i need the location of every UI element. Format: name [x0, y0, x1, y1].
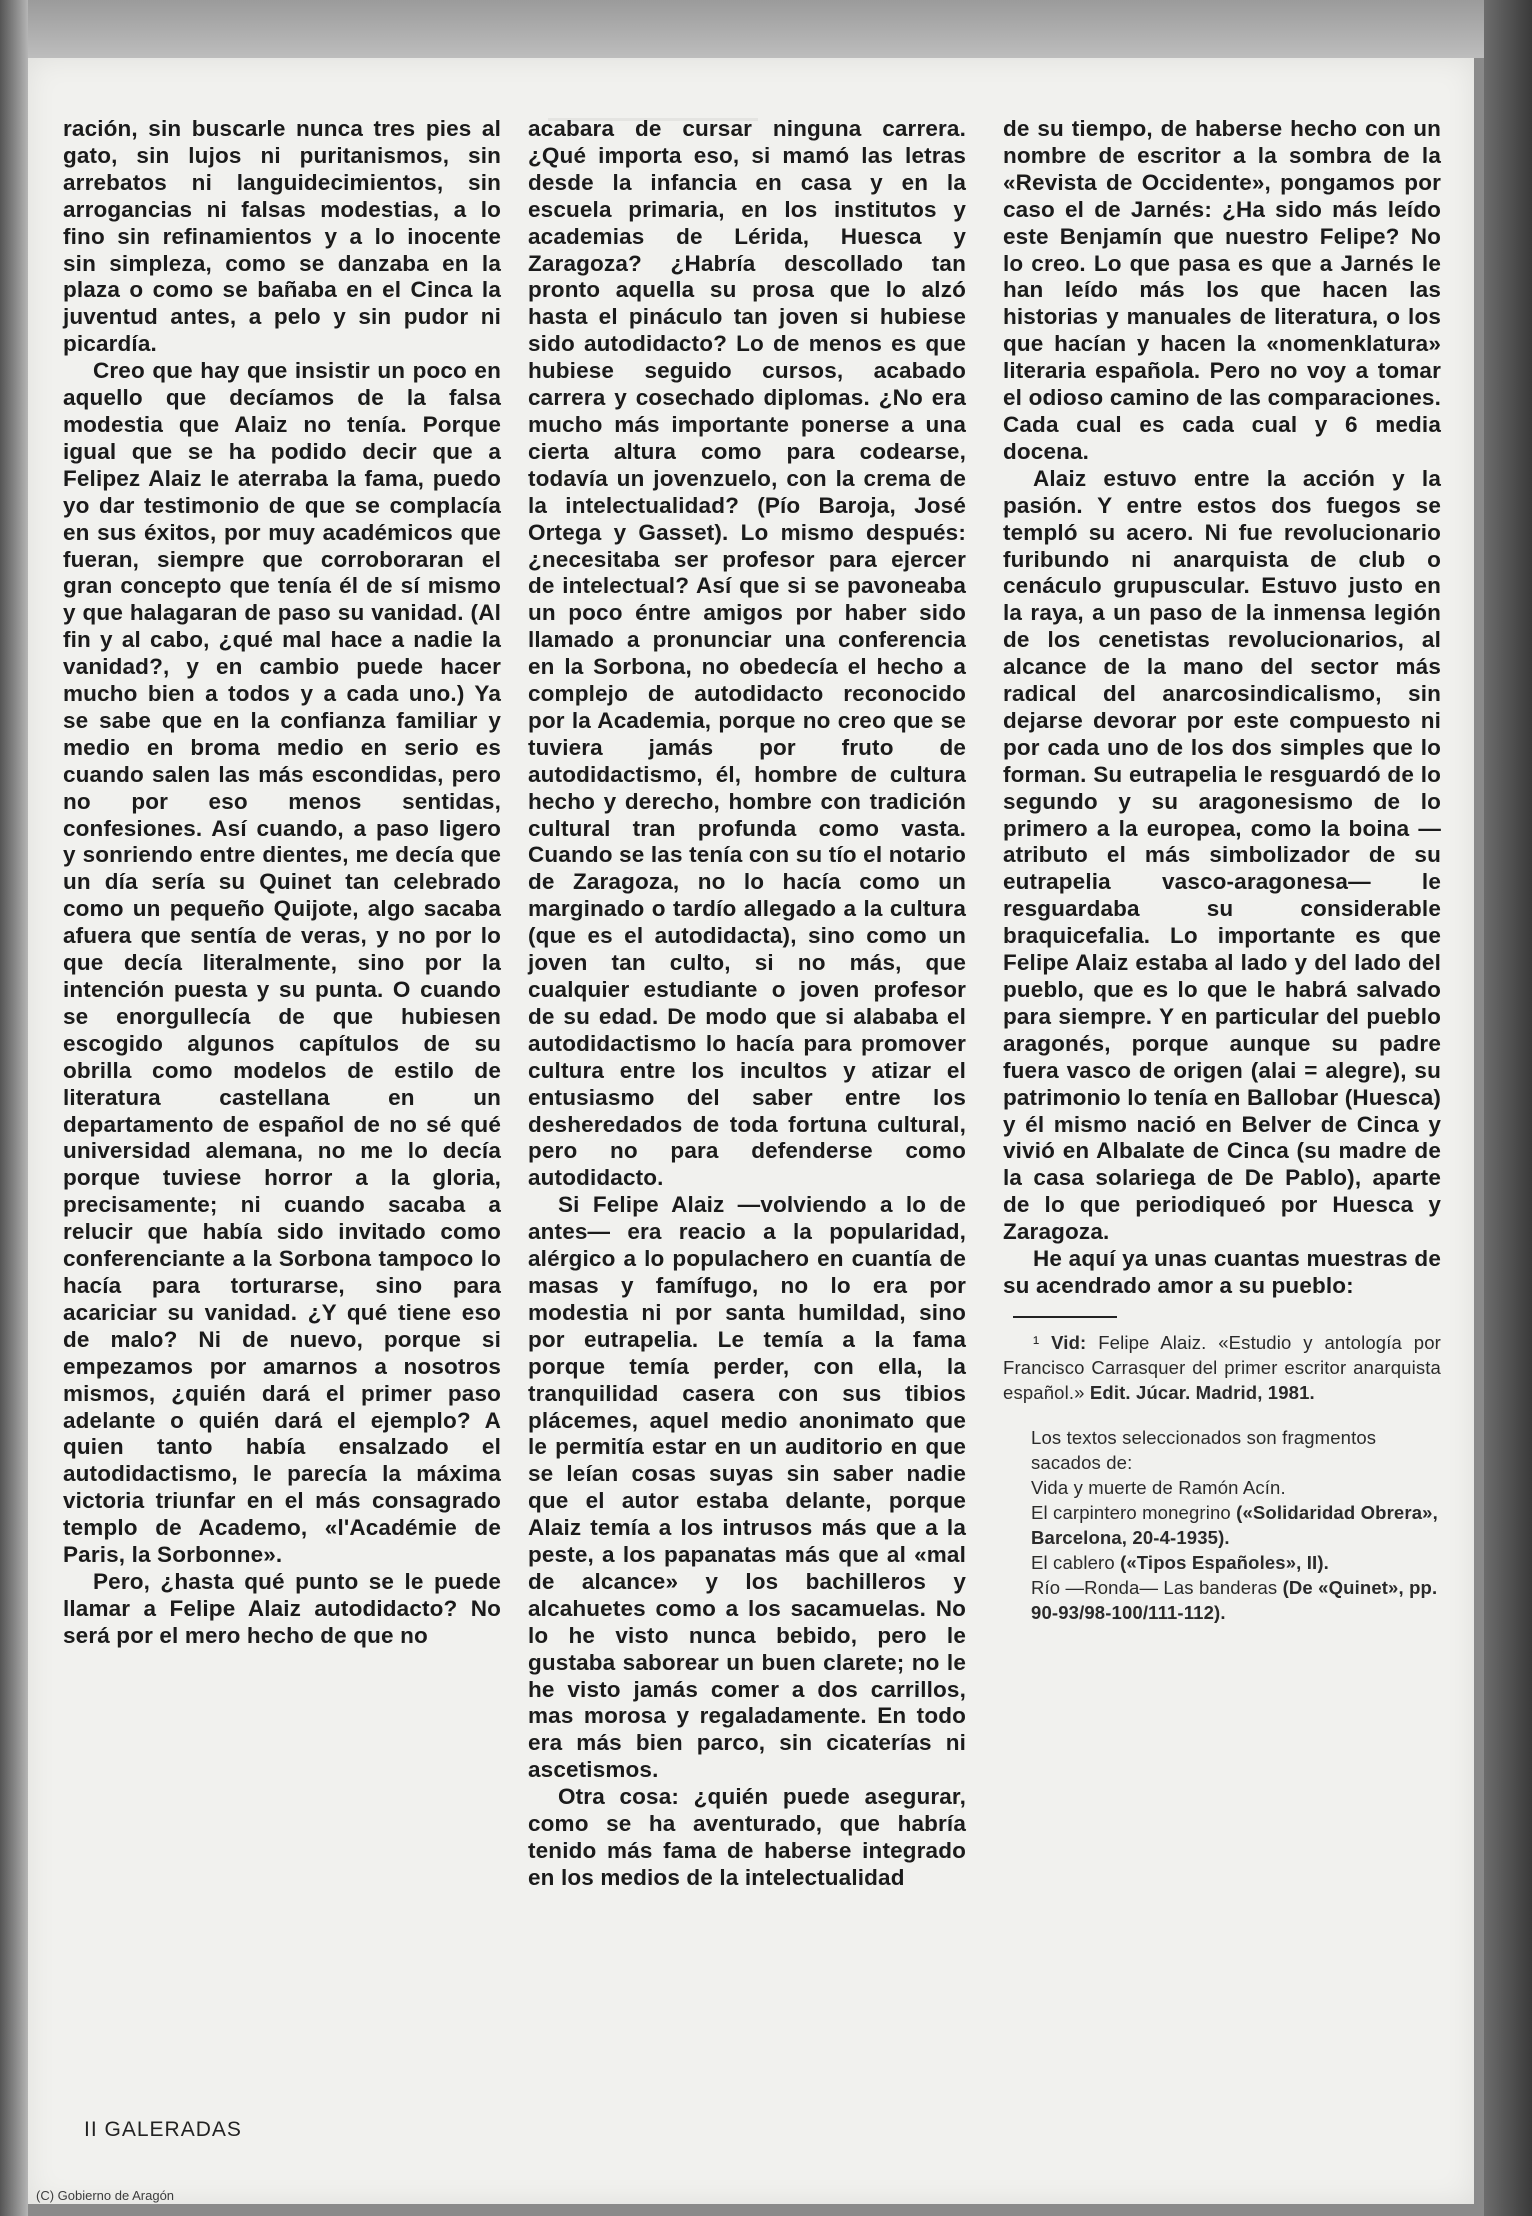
list-item	[1003, 1550, 1441, 1575]
footnote-vid-label: Vid:	[1051, 1331, 1087, 1353]
source-publication: (De «Quinet», pp. 90-93/98-100/111-112).	[1031, 1576, 1438, 1623]
paragraph: Pero, ¿hasta qué punto se le puede llamar a Felipe Alaiz autodidacto? No será por el mero hecho de que no	[63, 1568, 501, 1648]
copyright-watermark: (C) Gobierno de Aragón	[36, 2188, 175, 2203]
scan-right-edge	[1484, 0, 1532, 2216]
footnote-text: Felipe Alaiz. «Estudio y antología por Francisco Carrasquer del primer escritor anarquista español.»	[1003, 1331, 1441, 1403]
paragraph: acabara de cursar ninguna carrera. ¿Qué importa eso, si mamó las letras desde la infancia en casa y en la escuela primaria, en los institutos y academias de Lérida, Huesca y Zaragoza? ¿Habría descollado tan pronto aquella su prosa que lo alzó hasta el pináculo tan joven si hubiese sido autodidacto? Lo de menos es que hubiese seguido cursos, acabado carrera y cosechado diplomas. ¿No era mucho más importante ponerse a una cierta altura como para codearse, todavía un jovenzuelo, con la crema de la intelectualidad? (Pío Baroja, José Ortega y Gasset). Lo mismo después: ¿necesitaba ser profesor para ejercer de intelectual? Así que si se pavoneaba un poco éntre amigos por haber sido llamado a pronunciar una conferencia en la Sorbona, no obedecía el hecho a complejo de autodidacto reconocido por la Academia, porque no creo que se tuviera jamás por fruto de autodidactismo, él, hombre de cultura hecho y derecho, hombre con tradición cultural tran profunda como vasta. Cuando se las tenía con su tío el notario de Zaragoza, no lo hacía como un marginado o tardío allegado a la cultura (que es el autodidacta), sino como un joven tan culto, si no más, que cualquier estudiante o joven profesor de su edad. De modo que si alababa el autodidactismo lo hacía para promover cultura entre los incultos y atizar el entusiasmo del saber entre los desheredados de toda fortuna cultural, pero no para defenderse como autodidacto.	[528, 116, 966, 1191]
footnote-marker: ¹	[1033, 1331, 1040, 1353]
source-title: Vida y muerte de Ramón Acín.	[1031, 1476, 1286, 1498]
text-column-3	[1003, 116, 1441, 1625]
list-item	[1003, 1575, 1441, 1625]
footnote	[1003, 1330, 1441, 1405]
text-column-1	[63, 116, 501, 1650]
paragraph: ración, sin buscarle nunca tres pies al gato, sin lujos ni puritanismos, sin arrebatos ni languidecimientos, sin arrogancias ni falsas modestias, a lo fino sin refinamientos y a lo inocente sin simpleza, como se danzaba en la plaza o como se bañaba en el Cinca la juventud antes, a pelo y sin pudor ni picardía.	[63, 116, 501, 357]
paragraph: He aquí ya unas cuantas muestras de su acendrado amor a su pueblo:	[1003, 1246, 1441, 1298]
sources-list	[1003, 1425, 1441, 1625]
source-title: El carpintero monegrino	[1031, 1501, 1237, 1523]
source-title: El cablero	[1031, 1551, 1121, 1573]
source-publication: («Tipos Españoles», II).	[1120, 1551, 1329, 1573]
paragraph: de su tiempo, de haberse hecho con un nombre de escritor a la sombra de la «Revista de Occidente», pongamos por caso el de Jarnés: ¿Ha sido más leído este Benjamín que nuestro Felipe? No lo creo. Lo que pasa es que a Jarnés le han leído más los que hacen las historias y manuales de literatura, o los que hacían y hacen la «nomenklatura» literaria española. Pero no voy a tomar el odioso camino de las comparaciones. Cada cual es cada cual y 6 media docena.	[1003, 116, 1441, 464]
footnote-edition: Edit. Júcar. Madrid, 1981.	[1089, 1381, 1315, 1403]
paragraph: Si Felipe Alaiz —volviendo a lo de antes— era reacio a la popularidad, alérgico a lo populachero en cuantía de masas y famífugo, no lo era por modestia ni por santa humildad, sino por eutrapelia. Le temía a la fama porque temía perder, con ella, la tranquilidad casera con sus tibios plácemes, aquel medio anonimato que le permitía estar en un auditorio en que se leían cosas suyas sin saber nadie que el autor estaba delante, porque Alaiz temía a los intrusos más que a la peste, a los papanatas más que al «mal de alcance» y los bachilleros y alcahuetes como a los sacamuelas. No lo he visto nunca bebido, pero le gustaba saborear un buen clarete; no le he visto jamás comer a dos carrillos, mas morosa y regaladamente. En todo era más bien parco, sin cicaterías ni ascetismos.	[528, 1192, 966, 1783]
scan-top-edge	[0, 0, 1532, 58]
sources-intro: Los textos seleccionados son fragmentos sacados de:	[1031, 1426, 1377, 1473]
source-title: Río —Ronda— Las banderas	[1031, 1576, 1283, 1598]
footnote-divider	[1013, 1316, 1117, 1318]
paragraph: Otra cosa: ¿quién puede asegurar, como se ha aventurado, que habría tenido más fama de haberse integrado en los medios de la intelectualidad	[528, 1784, 966, 1890]
list-item	[1003, 1500, 1441, 1550]
text-column-2	[528, 116, 966, 1892]
paragraph: Alaiz estuvo entre la acción y la pasión. Y entre estos dos fuegos se templó su acero. Ni fue revolucionario furibundo ni anarquista de club o cenáculo grupuscular. Estuvo justo en la raya, a un paso de la inmensa legión de los cenetistas revolucionarios, al alcance de la mano del sector más radical del anarcosindicalismo, sin dejarse devorar por este compuesto ni por cada uno de los dos simples que lo forman. Su eutrapelia le resguardó de lo segundo y su aragonesismo de lo primero a la europea, como la boina —atributo el más simbolizador de su eutrapelia vasco-aragonesa— le resguardaba su considerable braquicefalia. Lo importante es que Felipe Alaiz estaba al lado y del lado del pueblo, que es lo que le habrá salvado para siempre. Y en particular del pueblo aragonés, porque aunque su padre fuera vasco de origen (alai = alegre), su patrimonio lo tenía en Ballobar (Huesca) y él mismo nació en Belver de Cinca y vivió en Albalate de Cinca (su madre de la casa solariega de De Pablo), aparte de lo que periodiqueó por Huesca y Zaragoza.	[1003, 465, 1441, 1245]
page-folio: II GALERADAS	[84, 2118, 242, 2141]
list-item	[1003, 1475, 1441, 1500]
paragraph: Creo que hay que insistir un poco en aquello que decíamos de la falsa modestia que Alaiz no tenía. Porque igual que se ha podido decir que a Felipez Alaiz le aterraba la fama, puedo yo dar testimonio de que se complacía en sus éxitos, por muy académicos que fueran, siempre que corroboraran el gran concepto que tenía él de sí mismo y que halagaran de paso su vanidad. (Al fin y al cabo, ¿qué mal hace a nadie la vanidad?, y en cambio puede hacer mucho bien a todos y a cada uno.) Ya se sabe que en la confianza familiar y medio en broma medio en serio es cuando salen las más escondidas, pero no por eso menos sentidas, confesiones. Así cuando, a paso ligero y sonriendo entre dientes, me decía que un día sería su Quinet tan celebrado como un pequeño Quijote, algo sacaba afuera que sentía de veras, y no por lo que decía literalmente, sino por la intención puesta y su punta. O cuando se enorgullecía de que hubiesen escogido algunos capítulos de su obrilla como modelos de estilo de literatura castellana en un departamento de español de no sé qué universidad alemana, no me lo decía porque tuviese horror a la gloria, precisamente; ni cuando sacaba a relucir que había sido invitado como conferenciante a la Sorbona tampoco lo hacía para torturarse, sino para acariciar su vanidad. ¿Y qué tiene eso de malo? Ni de nuevo, porque si empezamos por amarnos a nosotros mismos, ¿quién dará el primer paso adelante o quién dará el ejemplo? A quien tanto había ensalzado el autodidactismo, le parecía la máxima victoria triunfar en el más consagrado templo de Academo, «l'Académie de Paris, la Sorbonne».	[63, 358, 501, 1568]
magazine-page	[28, 58, 1474, 2204]
scan-left-edge	[0, 0, 28, 2216]
source-publication: («Solidaridad Obrera», Barcelona, 20-4-1935).	[1031, 1501, 1438, 1548]
